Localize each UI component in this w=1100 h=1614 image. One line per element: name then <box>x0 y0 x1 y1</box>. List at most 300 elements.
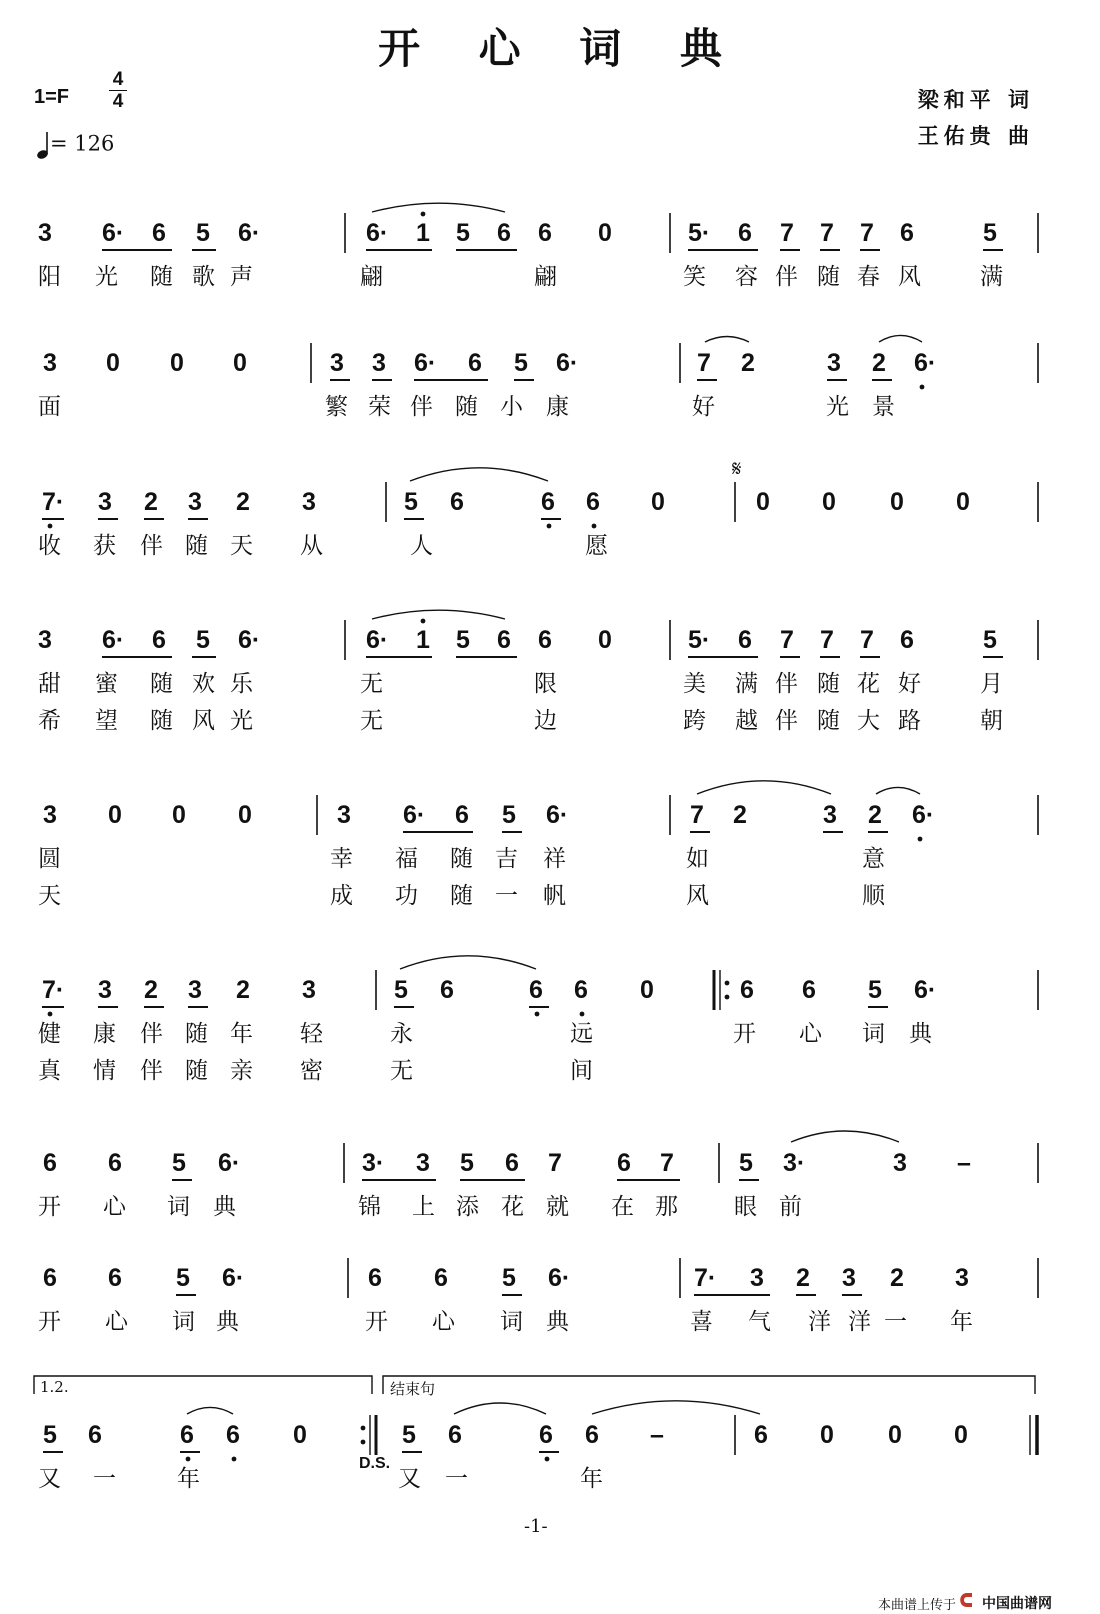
sys3-note: 2 <box>144 488 158 516</box>
sys1-lyric: 风 <box>898 264 921 290</box>
lyricist-credit: 梁和平 词 <box>917 87 1034 112</box>
tie-arc <box>876 787 920 794</box>
octave-low-dot <box>547 524 552 529</box>
sys7-note: 6· <box>218 1149 241 1177</box>
sys9-note: 6 <box>180 1421 194 1449</box>
sys8-note: 3 <box>955 1264 969 1292</box>
sys8-lyric: 词 <box>500 1309 523 1335</box>
sys9-lyric: 又 <box>398 1466 421 1492</box>
sys7-lyric: 上 <box>412 1194 435 1220</box>
sys3-note: 3 <box>98 488 112 516</box>
tie-arc <box>791 1131 899 1142</box>
sys1-lyric: 容 <box>735 264 758 290</box>
sys4-lyric: 光 <box>230 708 253 734</box>
sys5-note: 0 <box>172 801 186 829</box>
sys8-lyric: 一 <box>884 1309 907 1335</box>
sys3-note: 6 <box>586 488 600 516</box>
sys9-lyric: 一 <box>93 1466 116 1492</box>
sys8-note: 6 <box>368 1264 382 1292</box>
sys4-note: 7 <box>780 626 794 654</box>
sys4-note: 6· <box>366 626 389 654</box>
tie-arc <box>372 203 505 212</box>
sys2-note: 3 <box>330 349 344 377</box>
sys5-note: 0 <box>108 801 122 829</box>
sys5-lyric: 风 <box>686 883 709 909</box>
sys4-note: 7 <box>860 626 874 654</box>
sys4-lyric: 朝 <box>980 708 1003 734</box>
sys3-note: 6 <box>450 488 464 516</box>
sys6-note: 3 <box>98 976 112 1004</box>
octave-high-dot <box>421 619 426 624</box>
sys4-lyric: 乐 <box>230 671 253 697</box>
sys2-note: 7 <box>697 349 711 377</box>
segno-sign: 𝄋 <box>732 457 742 482</box>
sys9-note: 0 <box>954 1421 968 1449</box>
sys7-lyric: 锦 <box>358 1194 381 1220</box>
sys6-lyric: 真 <box>38 1058 61 1084</box>
sys4-lyric: 好 <box>898 671 921 697</box>
sys1-note: 5 <box>983 219 997 247</box>
sys9-note: – <box>650 1421 664 1449</box>
sys4-lyric: 随 <box>817 671 840 697</box>
sys4-lyric: 希 <box>38 708 61 734</box>
sys3-note: 0 <box>956 488 970 516</box>
sys2-lyric: 随 <box>455 394 478 420</box>
sys4-lyric: 路 <box>898 708 921 734</box>
sys5-lyric: 圆 <box>38 846 61 872</box>
sys3-note: 5 <box>404 488 418 516</box>
sys8-lyric: 开 <box>38 1309 61 1335</box>
octave-low-dot <box>545 1457 550 1462</box>
sys4-note: 6 <box>538 626 552 654</box>
sys4-lyric: 无 <box>360 671 383 697</box>
sys3-note: 0 <box>756 488 770 516</box>
sys9-lyric: 年 <box>177 1466 200 1492</box>
sys6-note: 2 <box>236 976 250 1004</box>
sys9-lyric: 一 <box>445 1466 468 1492</box>
sys1-note: 7 <box>860 219 874 247</box>
tie-arc <box>705 337 749 343</box>
sys9-lyric: 年 <box>580 1466 603 1492</box>
sys2-note: 3 <box>43 349 57 377</box>
tie-arc <box>372 610 505 619</box>
sys7-note: 5 <box>172 1149 186 1177</box>
song-title: 开 心 词 典 <box>378 24 744 73</box>
sys6-lyric: 康 <box>93 1021 116 1047</box>
sys5-note: 2 <box>733 801 747 829</box>
sys5-lyric: 天 <box>38 883 61 909</box>
sys6-lyric: 伴 <box>140 1058 163 1084</box>
sys4-lyric: 无 <box>360 708 383 734</box>
sys6-lyric: 轻 <box>300 1021 323 1047</box>
sys1-lyric: 笑 <box>683 264 706 290</box>
sys7-lyric: 花 <box>501 1194 524 1220</box>
sys1-note: 5 <box>456 219 470 247</box>
sys7-note: – <box>957 1149 971 1177</box>
sys8-note: 7· <box>694 1264 717 1292</box>
octave-low-dot <box>48 524 53 529</box>
sys8-lyric: 心 <box>432 1309 455 1335</box>
sys6-note: 5 <box>868 976 882 1004</box>
sys6-note: 6 <box>740 976 754 1004</box>
sys4-lyric: 欢 <box>192 671 215 697</box>
sys4-note: 5· <box>688 626 711 654</box>
meter-top: 4 <box>112 69 124 90</box>
tie-arc <box>697 781 831 794</box>
sys1-note: 6 <box>738 219 752 247</box>
sys3-note: 0 <box>890 488 904 516</box>
sys1-note: 5 <box>196 219 210 247</box>
octave-low-dot <box>580 1012 585 1017</box>
sys3-lyric: 随 <box>185 533 208 559</box>
sys6-lyric: 间 <box>570 1058 593 1084</box>
sys4-lyric: 边 <box>534 708 557 734</box>
sys2-note: 6 <box>468 349 482 377</box>
octave-low-dot <box>48 1012 53 1017</box>
sys1-note: 6 <box>538 219 552 247</box>
sys4-note: 3 <box>38 626 52 654</box>
sys1-lyric: 歌 <box>192 264 215 290</box>
sys8-lyric: 年 <box>950 1309 973 1335</box>
sys7-lyric: 心 <box>103 1194 126 1220</box>
octave-low-dot <box>592 524 597 529</box>
sys8-note: 6 <box>43 1264 57 1292</box>
sys5-note: 5 <box>502 801 516 829</box>
sys2-lyric: 荣 <box>368 394 391 420</box>
sys1-lyric: 阳 <box>38 264 61 290</box>
sys1-lyric: 随 <box>150 264 173 290</box>
sys5-lyric: 一 <box>495 883 518 909</box>
sys4-lyric: 望 <box>95 708 118 734</box>
sys4-lyric: 大 <box>857 708 880 734</box>
sys2-note: 0 <box>170 349 184 377</box>
sys8-note: 3 <box>842 1264 856 1292</box>
sys2-lyric: 小 <box>500 394 523 420</box>
sys5-lyric: 功 <box>395 883 418 909</box>
sys1-note: 5· <box>688 219 711 247</box>
sys4-note: 0 <box>598 626 612 654</box>
sys7-lyric: 那 <box>655 1194 678 1220</box>
sys6-lyric: 年 <box>230 1021 253 1047</box>
sys5-lyric: 幸 <box>330 846 353 872</box>
sys6-note: 6· <box>914 976 937 1004</box>
sys8-note: 3 <box>750 1264 764 1292</box>
sys3-note: 0 <box>822 488 836 516</box>
tempo-value: = 126 <box>50 131 115 156</box>
repeat-dot <box>725 995 730 1000</box>
sys6-note: 3 <box>188 976 202 1004</box>
footer-site-name: 中国曲谱网 <box>982 1596 1052 1612</box>
sys6-note: 6 <box>529 976 543 1004</box>
page-number: -1- <box>524 1516 548 1537</box>
sys6-note: 6 <box>440 976 454 1004</box>
sys6-lyric: 情 <box>93 1058 116 1084</box>
tie-arc <box>454 1403 546 1414</box>
sys4-lyric: 风 <box>192 708 215 734</box>
composer-credit: 王佑贵 曲 <box>917 123 1034 148</box>
sys9-note: 6 <box>754 1421 768 1449</box>
sys4-note: 5 <box>196 626 210 654</box>
sys9-note: 6 <box>539 1421 553 1449</box>
sys2-note: 2 <box>872 349 886 377</box>
sys7-note: 6 <box>43 1149 57 1177</box>
sys6-lyric: 典 <box>909 1021 932 1047</box>
sys4-lyric: 月 <box>980 671 1003 697</box>
volta-bracket-2 <box>383 1376 1035 1394</box>
sys2-lyric: 光 <box>826 394 849 420</box>
sys2-note: 5 <box>514 349 528 377</box>
sys2-lyric: 景 <box>872 394 895 420</box>
sys4-note: 6 <box>738 626 752 654</box>
sys2-lyric: 繁 <box>325 394 348 420</box>
sys6-note: 6 <box>574 976 588 1004</box>
sys6-note: 6 <box>802 976 816 1004</box>
sys4-note: 6· <box>238 626 261 654</box>
sys1-lyric: 声 <box>230 264 253 290</box>
tie-arc <box>400 956 536 969</box>
footer-text: 本曲谱上传于 <box>878 1598 957 1613</box>
sys6-lyric: 开 <box>733 1021 756 1047</box>
sys6-note: 2 <box>144 976 158 1004</box>
sys5-lyric: 意 <box>862 846 885 872</box>
sys5-lyric: 成 <box>330 883 353 909</box>
sys4-lyric: 伴 <box>775 671 798 697</box>
sys9-note: 0 <box>820 1421 834 1449</box>
sys3-lyric: 天 <box>230 533 253 559</box>
sys5-note: 6 <box>455 801 469 829</box>
sys7-note: 3· <box>783 1149 806 1177</box>
sys2-note: 3 <box>372 349 386 377</box>
sys3-lyric: 获 <box>93 533 116 559</box>
sys1-note: 6· <box>102 219 125 247</box>
repeat-dot <box>361 1426 366 1431</box>
sys3-lyric: 人 <box>410 533 433 559</box>
sys5-lyric: 祥 <box>543 846 566 872</box>
tie-arc <box>410 468 548 481</box>
sys6-lyric: 心 <box>799 1021 822 1047</box>
sys9-note: 6 <box>585 1421 599 1449</box>
sys2-lyric: 伴 <box>410 394 433 420</box>
sys4-lyric: 随 <box>817 708 840 734</box>
sys6-note: 3 <box>302 976 316 1004</box>
sys1-note: 7 <box>780 219 794 247</box>
sys3-lyric: 收 <box>38 533 61 559</box>
sys7-note: 6 <box>505 1149 519 1177</box>
sys4-lyric: 花 <box>857 671 880 697</box>
sys4-note: 6 <box>900 626 914 654</box>
sys7-note: 7 <box>660 1149 674 1177</box>
sys4-note: 5 <box>456 626 470 654</box>
sys9-lyric: 又 <box>38 1466 61 1492</box>
sys3-note: 3 <box>188 488 202 516</box>
sys7-lyric: 添 <box>456 1194 479 1220</box>
sys9-note: 5 <box>43 1421 57 1449</box>
sys6-lyric: 亲 <box>230 1058 253 1084</box>
octave-low-dot <box>918 837 923 842</box>
sys8-note: 2 <box>890 1264 904 1292</box>
sys4-note: 7 <box>820 626 834 654</box>
sys9-note: 6 <box>448 1421 462 1449</box>
sys8-note: 2 <box>796 1264 810 1292</box>
sys5-lyric: 顺 <box>862 883 885 909</box>
sys9-note: 0 <box>888 1421 902 1449</box>
sys1-lyric: 春 <box>857 264 880 290</box>
sys1-lyric: 翩 <box>360 264 383 290</box>
sys7-note: 3 <box>416 1149 430 1177</box>
sys4-lyric: 伴 <box>775 708 798 734</box>
sys5-lyric: 吉 <box>495 846 518 872</box>
sys5-note: 0 <box>238 801 252 829</box>
sys4-lyric: 随 <box>150 708 173 734</box>
sys4-note: 6 <box>497 626 511 654</box>
octave-low-dot <box>232 1457 237 1462</box>
key-signature: 1=F <box>34 86 70 108</box>
sys8-lyric: 洋 <box>848 1309 871 1335</box>
sys2-note: 0 <box>233 349 247 377</box>
sys3-lyric: 愿 <box>585 533 608 559</box>
sys5-note: 3 <box>43 801 57 829</box>
sys8-lyric: 词 <box>172 1309 195 1335</box>
sys5-note: 3 <box>823 801 837 829</box>
sys8-lyric: 心 <box>105 1309 128 1335</box>
sys1-lyric: 随 <box>817 264 840 290</box>
sys7-note: 6 <box>108 1149 122 1177</box>
sys6-lyric: 远 <box>570 1021 593 1047</box>
sys3-note: 7· <box>42 488 65 516</box>
sys6-lyric: 永 <box>390 1021 413 1047</box>
sys8-lyric: 开 <box>365 1309 388 1335</box>
meter-bottom: 4 <box>112 91 124 112</box>
sys6-lyric: 词 <box>862 1021 885 1047</box>
tie-arc <box>592 1401 760 1414</box>
sys7-note: 5 <box>460 1149 474 1177</box>
sys1-note: 6· <box>366 219 389 247</box>
sys6-lyric: 随 <box>185 1058 208 1084</box>
sys9-note: 6 <box>88 1421 102 1449</box>
sys2-lyric: 面 <box>38 394 61 420</box>
sys8-note: 6 <box>108 1264 122 1292</box>
sys1-note: 3 <box>38 219 52 247</box>
sys2-note: 6· <box>556 349 579 377</box>
sys6-note: 7· <box>42 976 65 1004</box>
sys7-note: 7 <box>548 1149 562 1177</box>
sys8-lyric: 喜 <box>690 1309 713 1335</box>
sys8-note: 6· <box>548 1264 571 1292</box>
sys4-lyric: 越 <box>735 708 758 734</box>
sys5-lyric: 随 <box>450 846 473 872</box>
sys4-lyric: 甜 <box>38 671 61 697</box>
sys1-note: 6 <box>497 219 511 247</box>
sys7-lyric: 在 <box>611 1194 634 1220</box>
sys7-lyric: 典 <box>213 1194 236 1220</box>
sys7-note: 3· <box>362 1149 385 1177</box>
sys1-note: 1 <box>416 219 430 247</box>
sys5-note: 6· <box>912 801 935 829</box>
sys2-note: 6· <box>414 349 437 377</box>
sys1-lyric: 光 <box>95 264 118 290</box>
sys5-note: 3 <box>337 801 351 829</box>
sys1-lyric: 伴 <box>775 264 798 290</box>
sys5-lyric: 如 <box>686 846 709 872</box>
sys1-note: 0 <box>598 219 612 247</box>
sys4-lyric: 美 <box>683 671 706 697</box>
sys8-lyric: 洋 <box>808 1309 831 1335</box>
sys4-lyric: 限 <box>534 671 557 697</box>
octave-high-dot <box>421 212 426 217</box>
sys4-lyric: 满 <box>735 671 758 697</box>
sys4-note: 6 <box>152 626 166 654</box>
sys7-note: 5 <box>739 1149 753 1177</box>
sys8-lyric: 气 <box>748 1309 771 1335</box>
sys7-lyric: 就 <box>546 1194 569 1220</box>
sys4-note: 6· <box>102 626 125 654</box>
sys5-note: 7 <box>690 801 704 829</box>
sys6-note: 0 <box>640 976 654 1004</box>
sys7-lyric: 开 <box>38 1194 61 1220</box>
tie-arc <box>879 335 922 342</box>
sys9-note: 5 <box>402 1421 416 1449</box>
sys1-note: 6 <box>900 219 914 247</box>
sys6-lyric: 健 <box>38 1021 61 1047</box>
sys5-note: 6· <box>403 801 426 829</box>
sys9-note: 0 <box>293 1421 307 1449</box>
sys4-note: 5 <box>983 626 997 654</box>
sys3-note: 3 <box>302 488 316 516</box>
repeat-dot <box>361 1440 366 1445</box>
sys4-note: 1 <box>416 626 430 654</box>
volta-label-2: 结束句 <box>390 1380 436 1398</box>
octave-low-dot <box>920 385 925 390</box>
sys8-note: 6 <box>434 1264 448 1292</box>
sys3-note: 2 <box>236 488 250 516</box>
repeat-dot <box>725 981 730 986</box>
sys2-note: 6· <box>914 349 937 377</box>
sys8-note: 5 <box>502 1264 516 1292</box>
octave-low-dot <box>186 1457 191 1462</box>
sys6-lyric: 伴 <box>140 1021 163 1047</box>
sys7-lyric: 前 <box>779 1194 802 1220</box>
sys8-note: 6· <box>222 1264 245 1292</box>
sys3-lyric: 伴 <box>140 533 163 559</box>
sys4-lyric: 蜜 <box>95 671 118 697</box>
sys7-lyric: 眼 <box>734 1194 757 1220</box>
sys3-note: 0 <box>651 488 665 516</box>
site-logo-icon <box>960 1593 972 1607</box>
sys8-lyric: 典 <box>216 1309 239 1335</box>
sys6-lyric: 随 <box>185 1021 208 1047</box>
sys2-note: 3 <box>827 349 841 377</box>
sys2-lyric: 康 <box>546 394 569 420</box>
sys6-lyric: 密 <box>300 1058 323 1084</box>
tie-arc <box>187 1407 233 1414</box>
sys4-lyric: 跨 <box>683 708 706 734</box>
sys6-lyric: 无 <box>390 1058 413 1084</box>
sys3-note: 6 <box>541 488 555 516</box>
sys7-note: 6 <box>617 1149 631 1177</box>
sys4-lyric: 随 <box>150 671 173 697</box>
sys9-note: 6 <box>226 1421 240 1449</box>
volta-label-1: 1.2. <box>40 1378 69 1396</box>
sys5-lyric: 福 <box>395 846 418 872</box>
sys3-lyric: 从 <box>300 533 323 559</box>
volta-bracket-1 <box>34 1376 372 1394</box>
sys8-lyric: 典 <box>546 1309 569 1335</box>
sys5-lyric: 帆 <box>543 883 566 909</box>
octave-low-dot <box>535 1012 540 1017</box>
sys1-note: 7 <box>820 219 834 247</box>
sys2-note: 0 <box>106 349 120 377</box>
sys5-note: 6· <box>546 801 569 829</box>
